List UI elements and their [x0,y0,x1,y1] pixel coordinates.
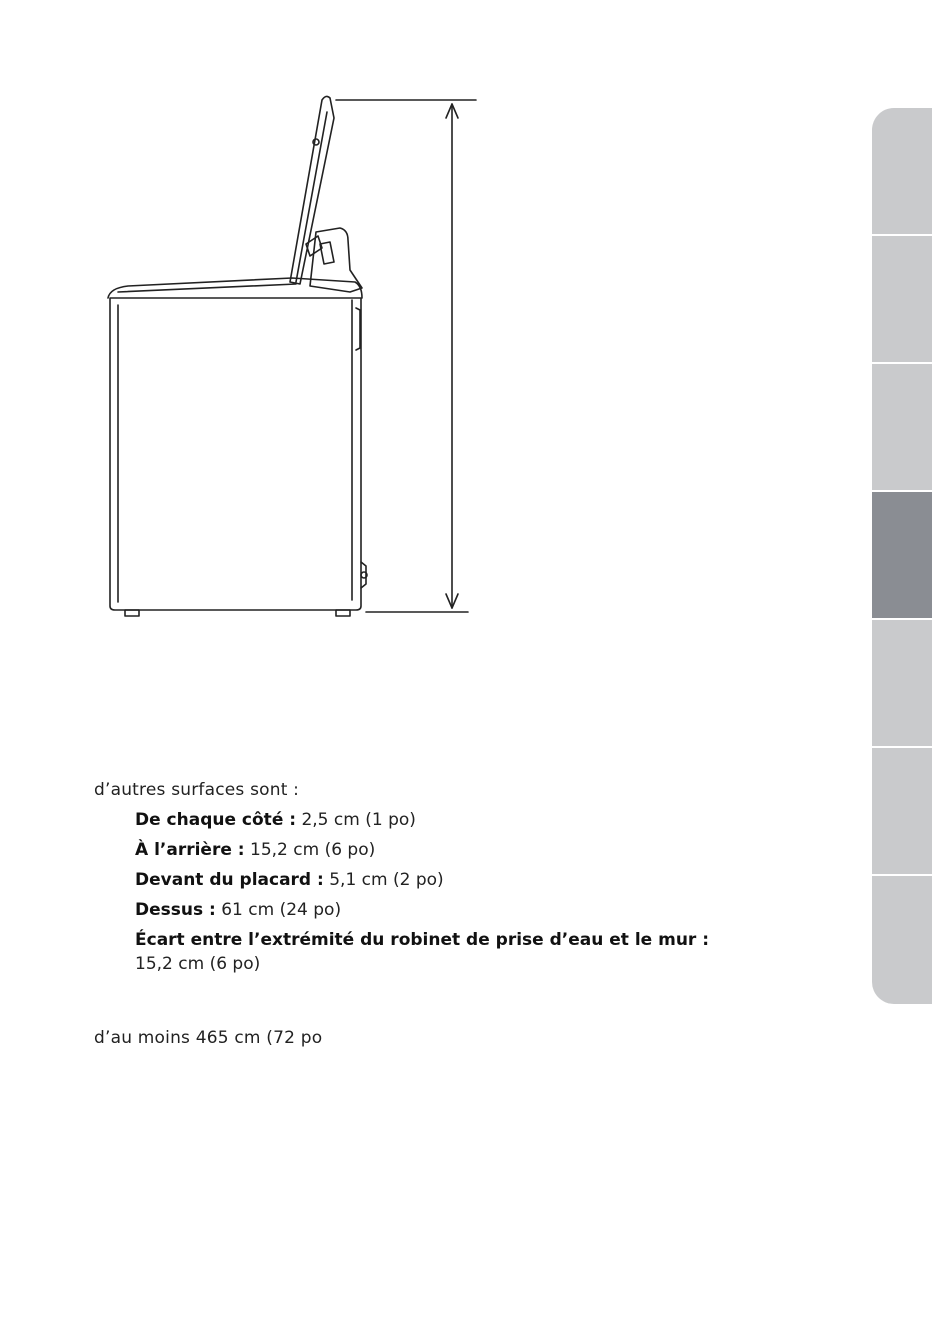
clearance-rear: À l’arrière : 15,2 cm (6 po) [135,840,376,860]
chapter-tab-1[interactable] [872,108,932,236]
clearance-intro: d’autres surfaces sont : [94,780,300,800]
chapter-tab-4-active[interactable] [872,492,932,620]
clearance-cabinet-front: Devant du placard : 5,1 cm (2 po) [135,870,444,890]
washer-foot-front [125,610,139,616]
chapter-tab-5[interactable] [872,620,932,748]
chapter-tab-6[interactable] [872,748,932,876]
chapter-tab-7[interactable] [872,876,932,1004]
minimum-height-note: d’au moins 465 cm (72 po [94,1028,323,1048]
chapter-tab-2[interactable] [872,236,932,364]
washer-side-view-diagram [0,0,860,640]
clearance-faucet-wall: Écart entre l’extrémité du robinet de prise d’eau et le mur : 15,2 cm (6 po) [135,930,710,974]
washer-foot-rear [336,610,350,616]
chapter-tab-3[interactable] [872,364,932,492]
clearance-list [135,805,775,976]
washer-cabinet [110,298,361,610]
clearance-side: De chaque côté : 2,5 cm (1 po) [135,810,416,830]
clearance-top: Dessus : 61 cm (24 po) [135,900,342,920]
chapter-tabs [872,108,932,1004]
